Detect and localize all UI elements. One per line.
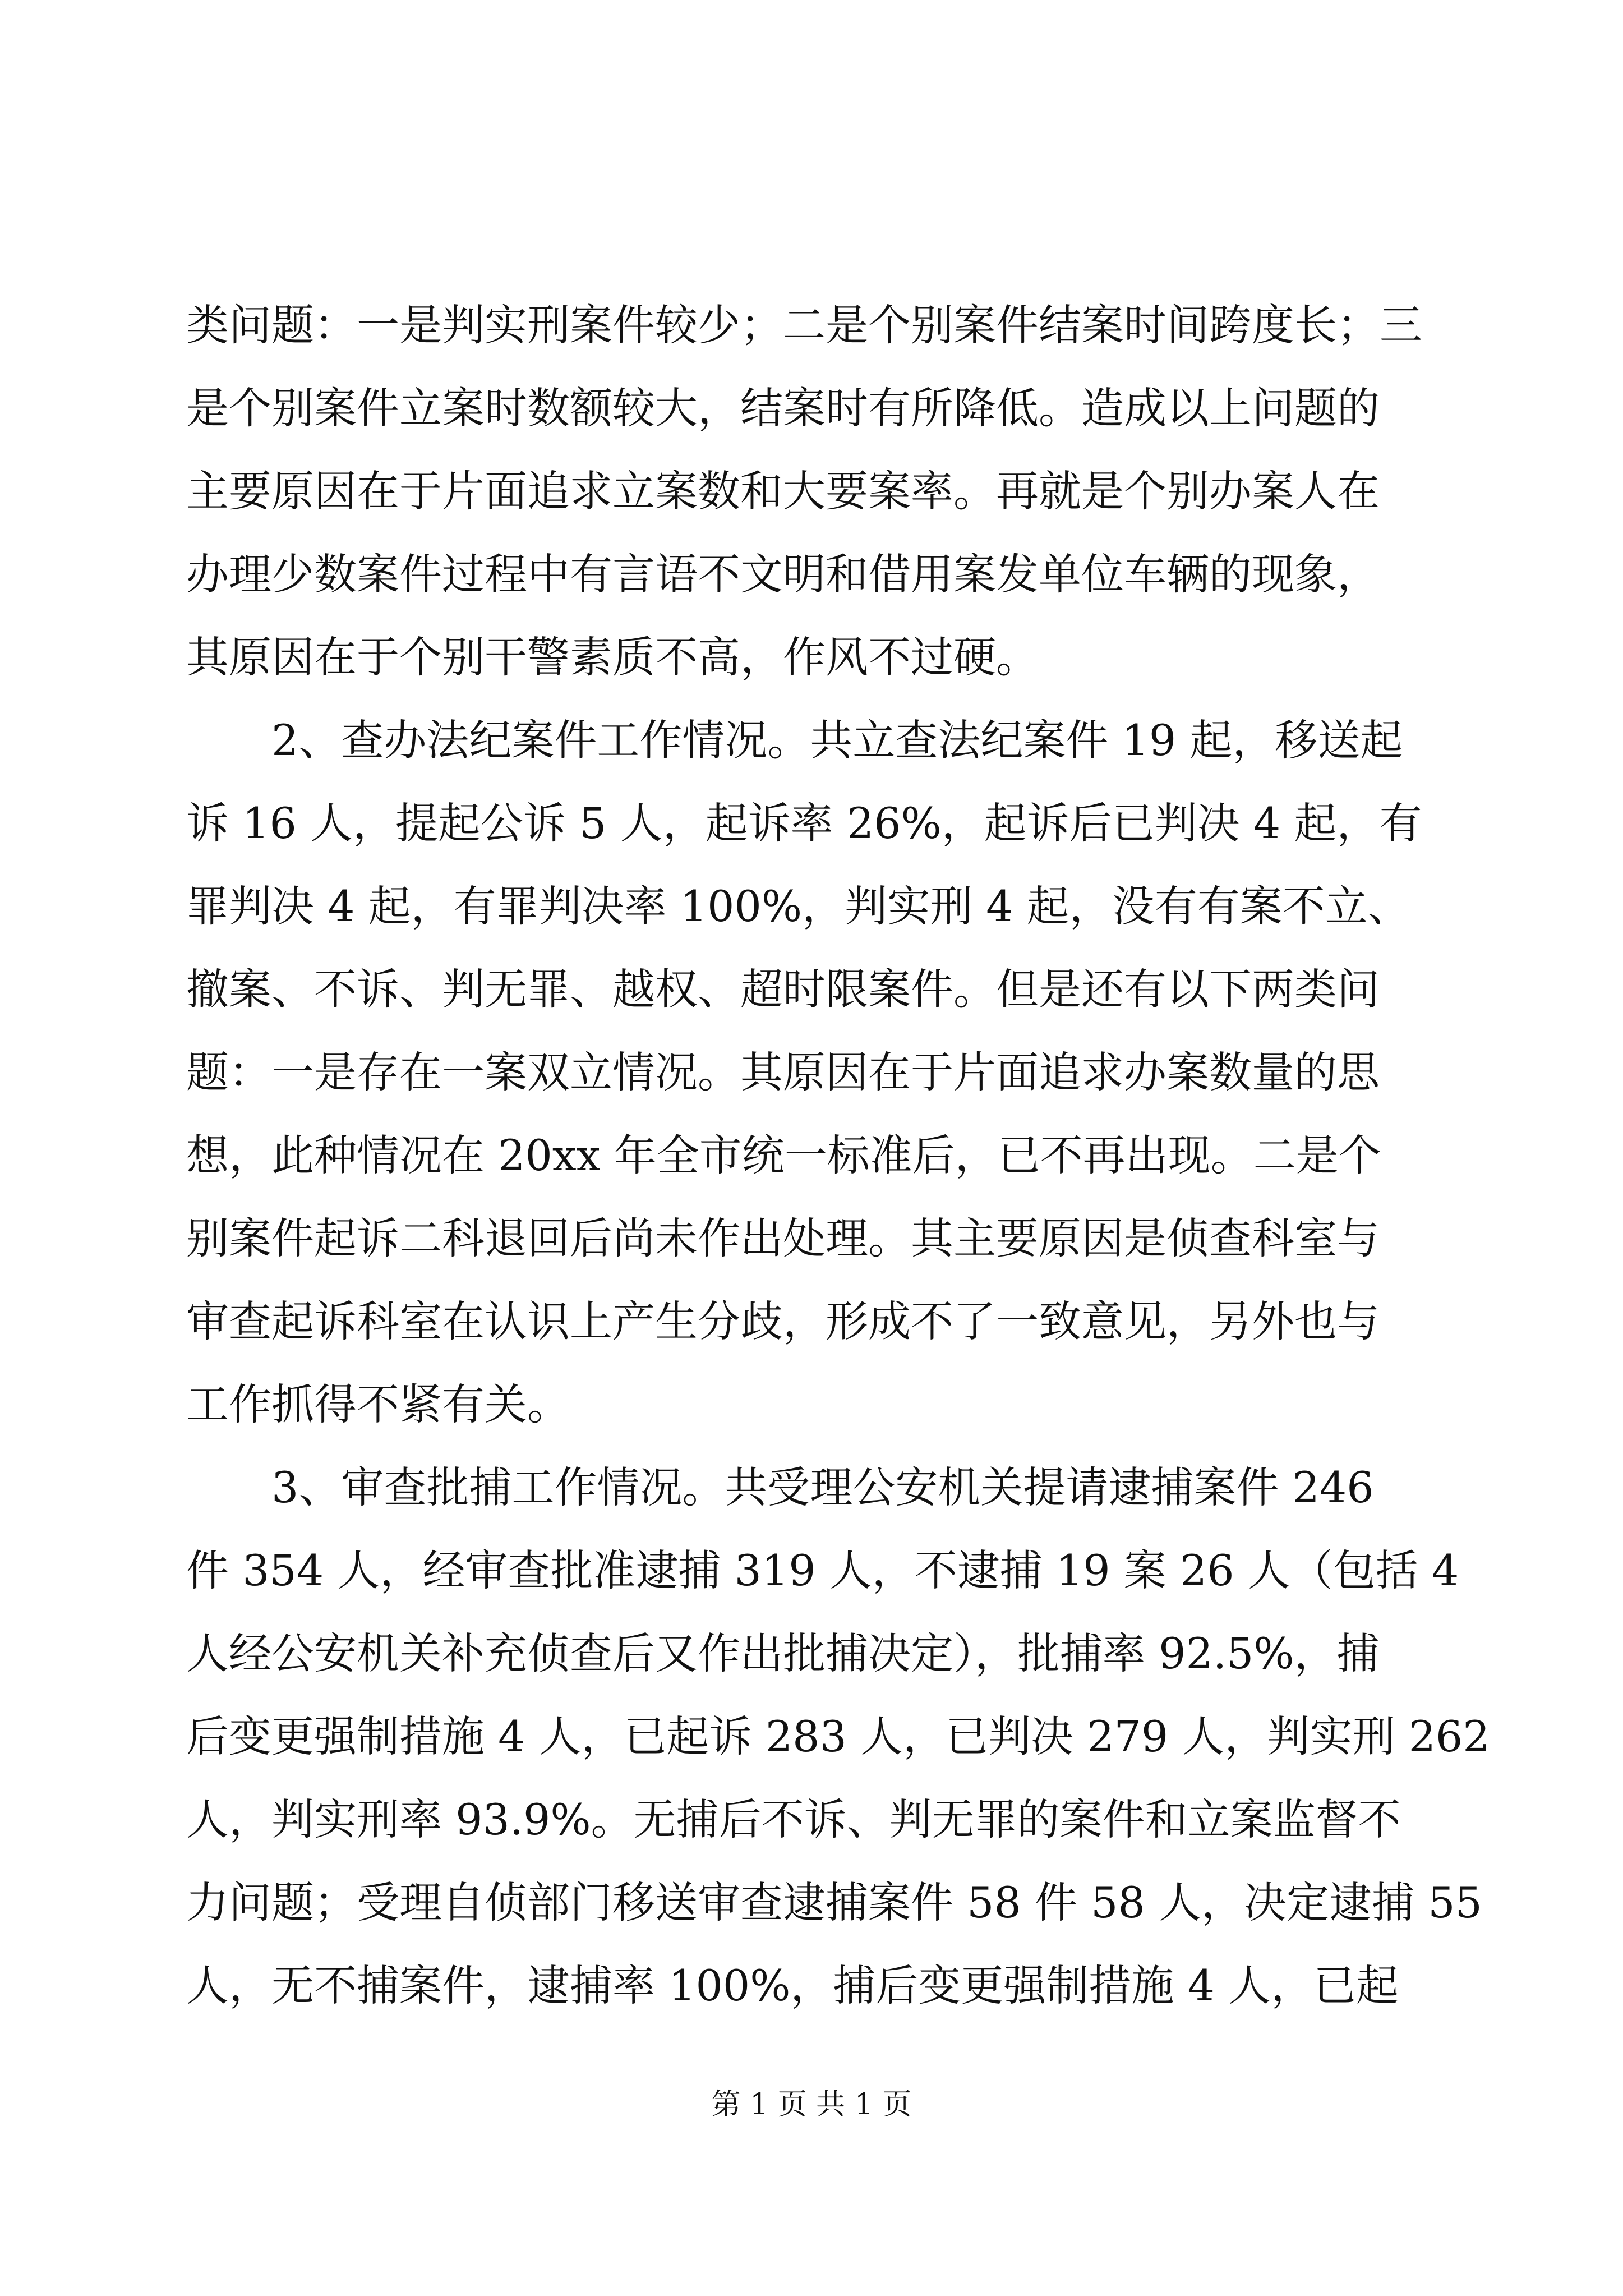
text-line: 撤案、不诉、判无罪、越权、超时限案件。但是还有以下两类问 (186, 964, 1380, 1014)
text-line: 罪判决 4 起，有罪判决率 100%，判实刑 4 起，没有有案不立、 (186, 881, 1410, 931)
text-line: 其原因在于个别干警素质不高，作风不过硬。 (186, 632, 1039, 682)
text-line: 审查起诉科室在认识上产生分歧，形成不了一致意见，另外也与 (186, 1296, 1380, 1346)
page-footer (0, 2082, 1623, 2127)
text-line: 主要原因在于片面追求立案数和大要案率。再就是个别办案人在 (186, 466, 1380, 516)
text-line: 后变更强制措施 4 人，已起诉 283 人，已判决 279 人，判实刑 262 (186, 1711, 1490, 1761)
text-line: 是个别案件立案时数额较大，结案时有所降低。造成以上问题的 (186, 383, 1380, 433)
text-line: 人经公安机关补充侦查后又作出批捕决定），批捕率 92.5%，捕 (186, 1628, 1380, 1678)
page-number: 第 1 页 共 1 页 (711, 2088, 912, 2122)
text-line: 力问题；受理自侦部门移送审查逮捕案件 58 件 58 人，决定逮捕 55 (186, 1878, 1482, 1927)
text-line: 件 354 人，经审查批准逮捕 319 人，不逮捕 19 案 26 人（包括 4 (186, 1545, 1459, 1595)
text-line: 类问题：一是判实刑案件较少；二是个别案件结案时间跨度长；三 (186, 300, 1422, 350)
text-line: 办理少数案件过程中有言语不文明和借用案发单位车辆的现象， (186, 549, 1380, 599)
paragraph-3-start: 3、审查批捕工作情况。共受理公安机关提请逮捕案件 246 (186, 1462, 1374, 1512)
paragraph-2-start: 2、查办法纪案件工作情况。共立查法纪案件 19 起，移送起 (186, 715, 1403, 765)
text-line: 题：一是存在一案双立情况。其原因在于片面追求办案数量的思 (186, 1047, 1380, 1097)
text-line: 别案件起诉二科退回后尚未作出处理。其主要原因是侦查科室与 (186, 1213, 1380, 1263)
text-line: 人，无不捕案件，逮捕率 100%，捕后变更强制措施 4 人，已起 (186, 1961, 1399, 2010)
text-line: 人，判实刑率 93.9%。无捕后不诉、判无罪的案件和立案监督不 (186, 1795, 1401, 1844)
text-line: 想，此种情况在 20xx 年全市统一标准后，已不再出现。二是个 (186, 1130, 1381, 1180)
text-line: 工作抓得不紧有关。 (186, 1379, 570, 1429)
text-line: 诉 16 人，提起公诉 5 人，起诉率 26%，起诉后已判决 4 起，有 (186, 798, 1422, 848)
